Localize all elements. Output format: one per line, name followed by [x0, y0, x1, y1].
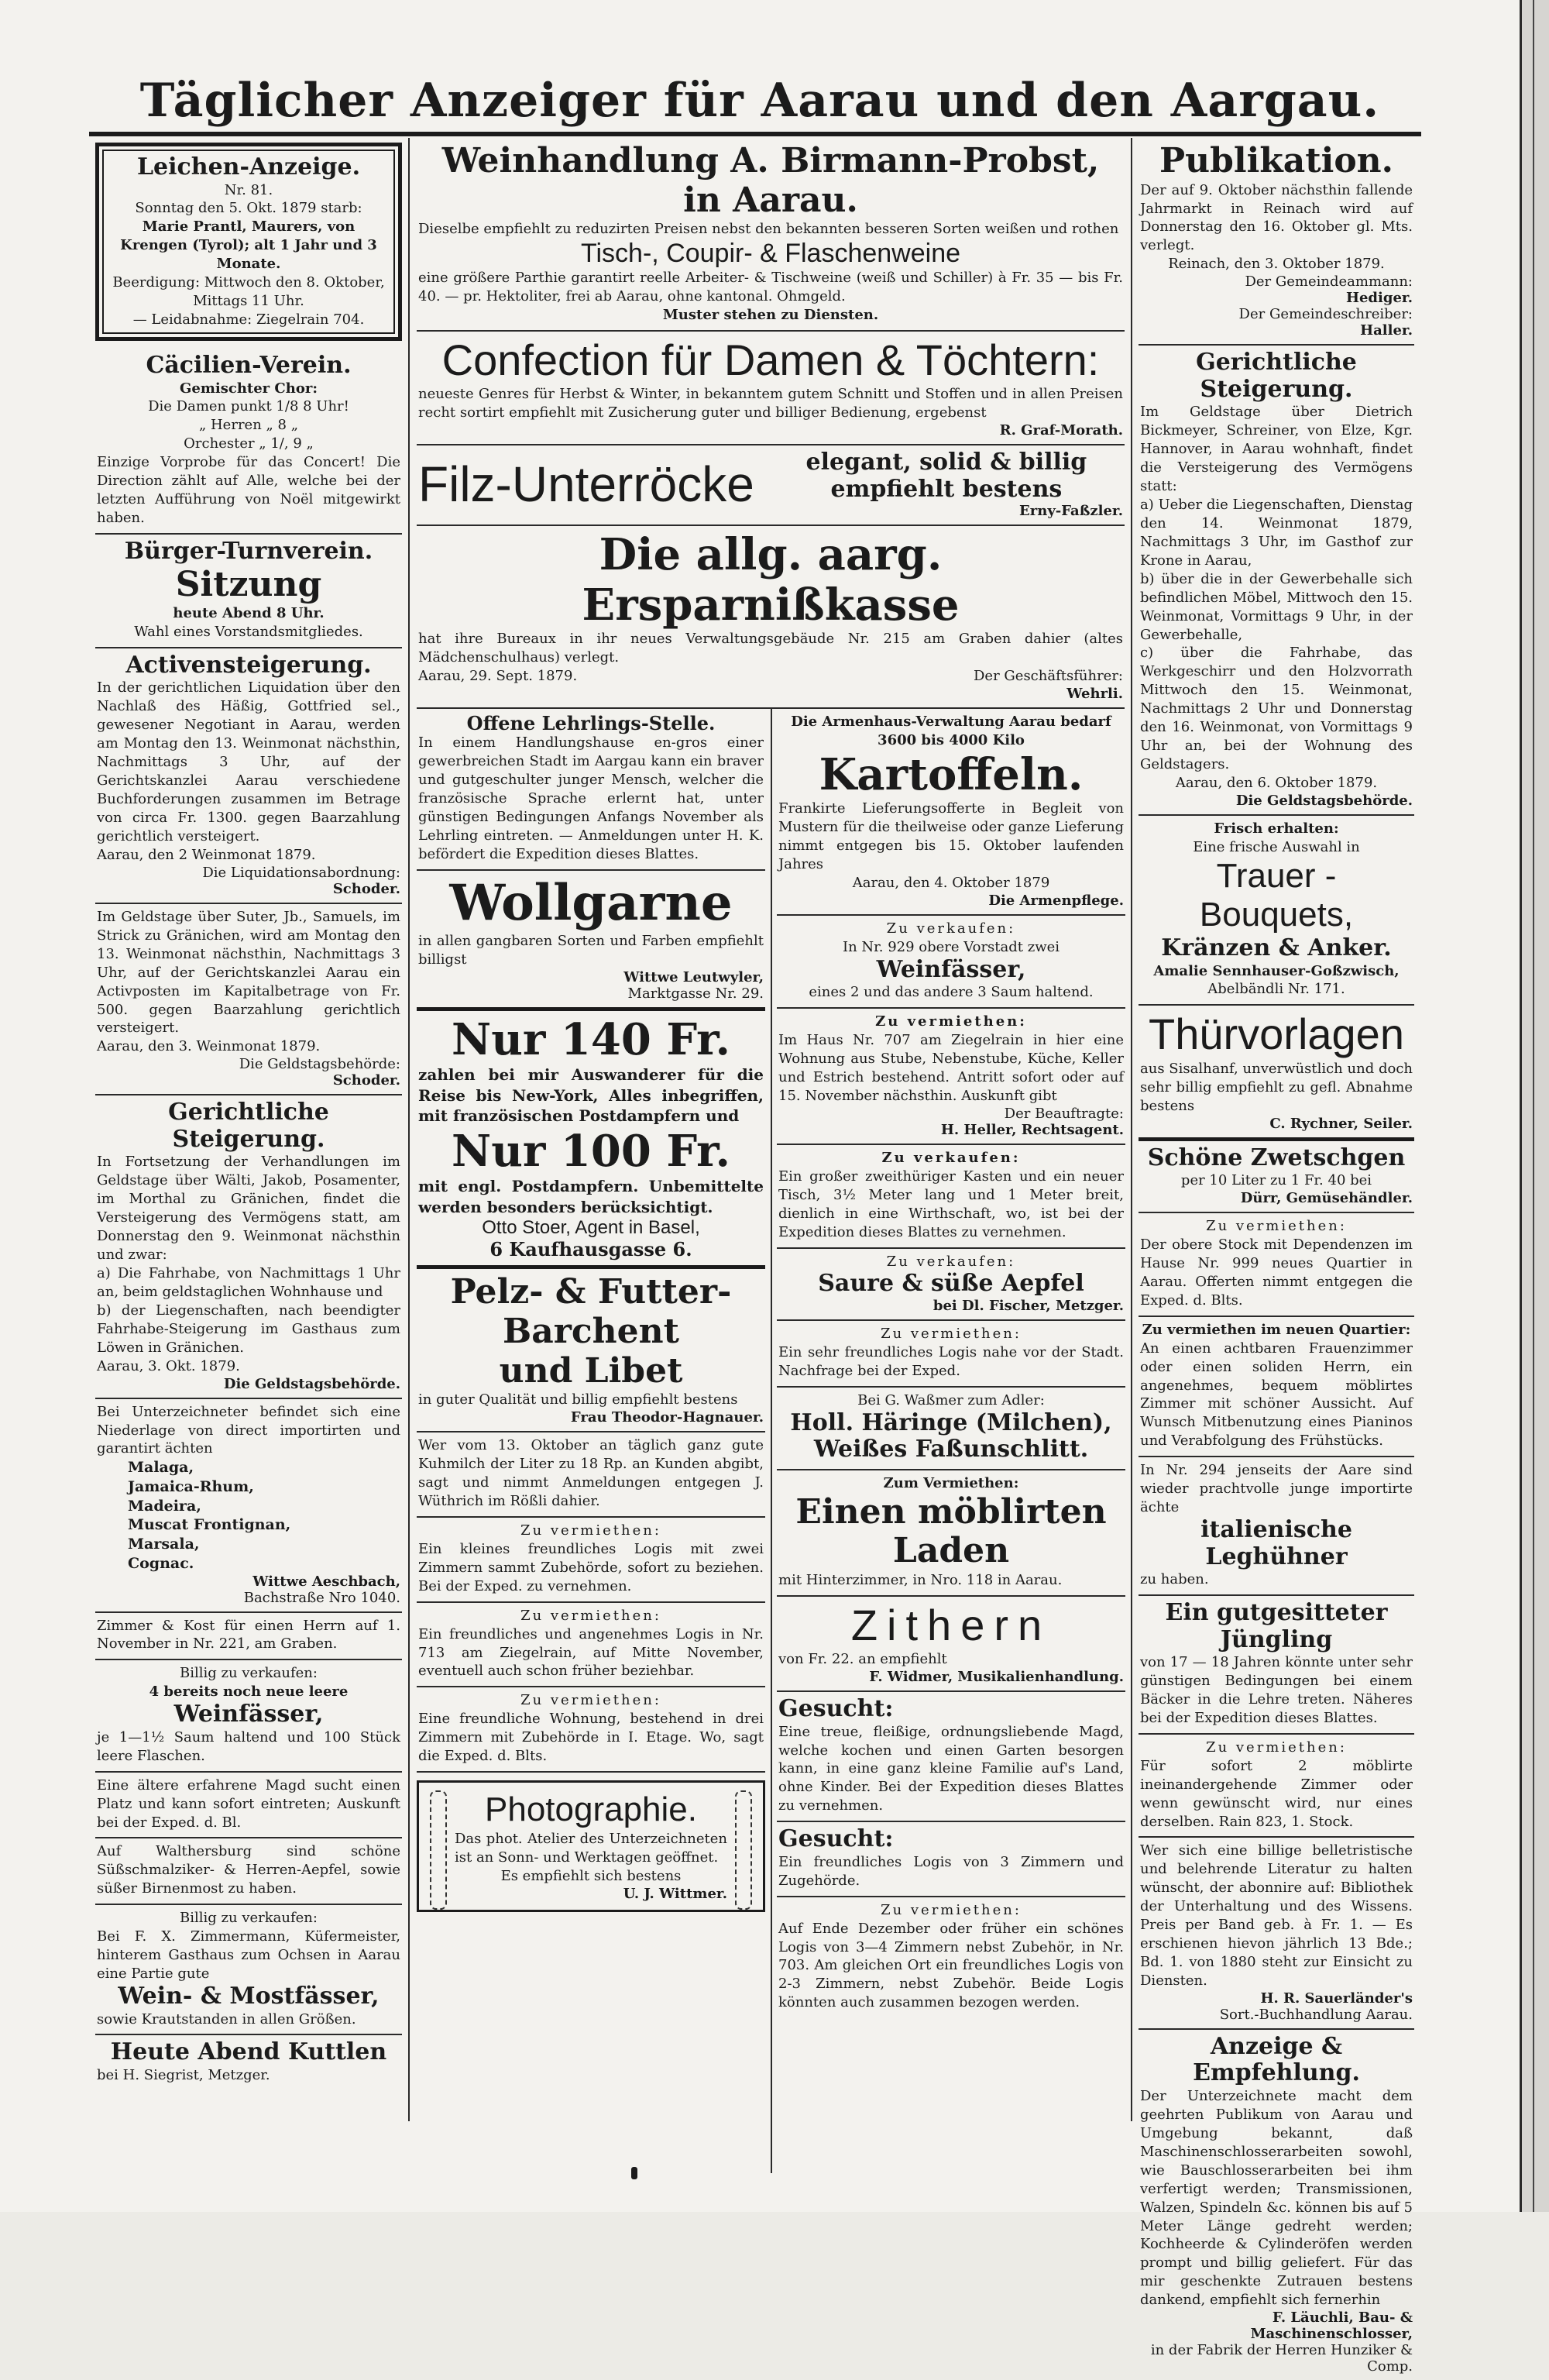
kuhmilch-text: Wer vom 13. Oktober an täglich ganz gute Kuhmilch der Liter zu 18 Rp. an Kunden abgibt, sagt und nimmt Anmeldungen entgegen J. Wüthrich im Rößli dahier. [418, 1437, 764, 1509]
stoer-text1: zahlen bei mir Auswanderer für die Reise bis New-York, Alles inbegriffen, mit französischen Postdampfern und [418, 1064, 764, 1126]
buerger-line: Wahl eines Vorstandsmitgliedes. [134, 624, 363, 641]
anzeige-text: Der Unterzeichnete macht dem geehrten Publikum von Aarau und Umgebung bekannt, daß Maschinenschlosserarbeiten sowohl, wie Bauschlosserarbeiten bei ihm verfertigt werden; Transmissionen, Walzen, Spindeln &c. können bis auf 5 Meter Länge gedreht werden; Kochheerde & Cylinderöfen werden prompt und billig geliefert. Für das mir geschenkte Zutrauen bestens dankend, empfiehlt sich fernerhin [1140, 2087, 1413, 2309]
gericht2-sig: Die Geldstagsbehörde. [1235, 792, 1413, 809]
logis5-ad [777, 1897, 1125, 2018]
activensteigerung [95, 648, 402, 904]
activen-sig: Die Liquidationsabordnung: [202, 864, 400, 881]
pelz-ad [417, 1269, 765, 1432]
wollgarne-title: Wollgarne [449, 874, 733, 933]
juengling-ad [1139, 1596, 1414, 1735]
walthersburg-ad [95, 1838, 402, 1905]
leichen-line: — Leidabnahme: Ziegelrain 704. [132, 311, 365, 328]
gerichtliche-steigerung [95, 1095, 402, 1398]
activen-title: Activensteigerung. [125, 651, 372, 679]
anzeige-addr: in der Fabrik der Herren Hunziker & Comp. [1150, 2342, 1413, 2375]
wohnung-ad [777, 1009, 1125, 1145]
laden-ad [777, 1470, 1125, 1597]
filz-text-block [754, 449, 1123, 519]
zimmer-kost [95, 1613, 402, 1661]
lehrling-ad [417, 709, 765, 871]
caecilien-verein [95, 349, 402, 535]
publikation-ad [1139, 138, 1414, 346]
zwetschgen-sig: Dürr, Gemüsehändler. [1240, 1190, 1413, 1207]
logis4-head: Zu vermiethen: [881, 1325, 1022, 1342]
geldstag-suter [95, 904, 402, 1096]
aepfel-title: Saure & süße Aepfel [818, 1270, 1084, 1298]
kartoffeln-date: Aarau, den 4. Oktober 1879 [852, 874, 1050, 891]
gericht2-text: Im Geldstage über Dietrich Bickmeyer, Schreiner, von Elze, Kgr. Hannover, in Aarau wohnhaft, findet die Versteigerung des Vermögens statt: [1140, 404, 1413, 495]
moebl-ad [1139, 1735, 1414, 1838]
publikation-sig: Der Gemeindeammann: [1245, 273, 1413, 291]
aeschbach-item: Marsala, [128, 1536, 200, 1553]
logis5-head: Zu vermiethen: [881, 1901, 1022, 1918]
binding-spine [1520, 0, 1549, 2212]
filz-title: Filz-Unterröcke [418, 456, 754, 512]
moebl-head: Zu vermiethen: [1206, 1739, 1347, 1756]
publikation-title: Publikation. [1159, 141, 1393, 181]
sparkasse-sig2: Wehrli. [1066, 685, 1123, 702]
legh-tail: zu haben. [1140, 1571, 1209, 1588]
waszner-title: Weißes Faßunschlitt. [813, 1436, 1089, 1463]
binding-spine-line [1533, 0, 1534, 2212]
kartoffeln-title: Kartoffeln. [819, 748, 1084, 800]
lehrling-text: In einem Handlungshause en-gros einer gewerbreichen Stadt im Aargau kann ein braver und gutgeschulter junger Mensch, welcher die französische Sprache erlernt hat, unter günstigen Bedingungen Anfangs November als Lehrling eintreten. — Anmeldungen unter H. K. befördert die Expedition dieses Blattes. [418, 734, 764, 863]
middle-right-subcolumn [777, 709, 1125, 2181]
filz-line: empfiehlt bestens [830, 475, 1063, 503]
kasten-text: Ein großer zweithüriger Kasten und ein neuer Tisch, 3½ Meter lang und 1 Meter breit, dienlich in eine Wirthschaft, wo, ist bei der Expedition dieses Blattes zu vernehmen. [778, 1168, 1124, 1240]
leghuehner-ad [1139, 1457, 1414, 1596]
leichen-title: Leichen-Anzeige. [136, 153, 361, 181]
thuer-sig: C. Rychner, Seiler. [1269, 1115, 1413, 1132]
waszner-ad [777, 1388, 1125, 1470]
sparkasse-footer [418, 667, 1123, 686]
sparkasse-title: Die allg. aarg. Ersparnißkasse [582, 529, 960, 631]
sparkasse-sig1: Der Geschäftsführer: [974, 667, 1123, 684]
trauer-ad [1139, 816, 1414, 1006]
anzeige-title: Anzeige & Empfehlung. [1193, 2032, 1360, 2087]
wollgarne-ad [417, 871, 765, 1010]
kuhmilch-ad [417, 1432, 765, 1518]
bibliothek-addr: Sort.-Buchhandlung Aarau. [1219, 2006, 1413, 2023]
trauer-title: Trauer - Bouquets, [1199, 856, 1354, 934]
zimmermann-head: Billig zu verkaufen: [180, 1910, 318, 1927]
zimmermann-tail: sowie Krautstanden in allen Größen. [97, 2010, 356, 2027]
gesucht2-head: Gesucht: [778, 1825, 894, 1853]
gericht-item: b) der Liegenschaften, nach beendigter Fahrhabe-Steigerung im Gasthaus zum Löwen in Gränichen. [97, 1302, 400, 1356]
sparkasse-ad [417, 526, 1125, 709]
logis2-ad [417, 1603, 765, 1688]
kartoffeln-ad [777, 709, 1125, 916]
magd-text: Eine ältere erfahrene Magd sucht einen Platz und kann sofort eintreten; Auskunft bei der Exped. d. Bl. [97, 1776, 400, 1831]
kuttlen-ad [95, 2035, 402, 2089]
wollgarne-addr: Marktgasse Nr. 29. [627, 985, 764, 1002]
geldstag-date: Aarau, den 3. Weinmonat 1879. [97, 1038, 321, 1055]
logis4-ad [777, 1321, 1125, 1388]
kartoffeln-text: Frankirte Lieferungsofferte in Begleit von Mustern für die theilweise oder ganze Lieferung nimmt entgegen bis 15. Oktober laufenden Jahres [778, 800, 1124, 872]
birmann-ad [417, 138, 1125, 332]
thuer-title: Thürvorlagen [1149, 1009, 1404, 1059]
thuer-ad [1139, 1006, 1414, 1140]
filz-sig: Erny-Faßzler. [1019, 503, 1123, 520]
chain-border-ornament [735, 1790, 752, 1910]
laden-text: mit Hinterzimmer, in Nro. 118 in Aarau. [778, 1571, 1063, 1588]
zimmer-text: Zimmer & Kost für einen Herrn auf 1. November in Nr. 221, am Graben. [97, 1617, 400, 1653]
stoer-sig: Otto Stoer, Agent in Basel, [482, 1217, 700, 1239]
activen-sig: Schoder. [332, 880, 400, 897]
publikation-sig: Der Gemeindeschreiber: [1238, 306, 1413, 323]
geldstag-sig: Die Geldstagsbehörde: [239, 1056, 400, 1073]
subcolumn-divider [771, 709, 772, 2173]
kasten-ad [777, 1145, 1125, 1249]
photographie-ad [417, 1780, 765, 1911]
gericht-item: a) Die Fahrhabe, von Nachmittags 1 Uhr an, beim geldstaglichen Wohnhause und [97, 1264, 400, 1300]
leichen-line: Marie Prantl, Maurers, von Krengen (Tyrol); alt 1 Jahr und 3 Monate. [120, 218, 377, 273]
stoer-text2: mit engl. Postdampfern. Unbemittelte werden besonders berücksichtigt. [418, 1177, 764, 1216]
walthersburg-text: Auf Walthersburg sind schöne Süßschmalziker- & Herren-Aepfel, sowie süßer Birnenmost zu haben. [97, 1843, 400, 1897]
quartier-text: An einen achtbaren Frauenzimmer oder einen soliden Herrn, ein angenehmes, bequem möblirtes Zimmer mit schöner Aussicht. Auf Wunsch Mitbenutzung eines Pianinos und Verabfolgung des Frühstücks. [1140, 1340, 1413, 1450]
stoer-title2: Nur 100 Fr. [452, 1125, 730, 1177]
gericht2-item: a) Ueber die Liegenschaften, Dienstag den 14. Weinmonat 1879, Nachmittags 3 Uhr, im Gasthof zur Krone in Aarau, [1140, 496, 1413, 569]
logis5-text: Auf Ende Dezember oder früher ein schönes Logis von 3—4 Zimmern nebst Zubehör, in Nr. 703. Am gleichen Ort ein freundliches Logis von 2-3 Zimmern, nebst Zubehör. Beide Logis könnten auch zusammen bezogen werden. [778, 1920, 1124, 2011]
kuttlen-title: Heute Abend Kuttlen [110, 2038, 387, 2066]
wohnung-text: Im Haus Nr. 707 am Ziegelrain in hier eine Wohnung aus Stube, Nebenstube, Küche, Keller und Estrich bestehend. Antritt sofort oder auf 15. November nächsthin. Auskunft gibt [778, 1032, 1124, 1104]
logis3-ad [417, 1687, 765, 1773]
aepfel-ad [777, 1249, 1125, 1321]
pelz-sub: und Libet [499, 1350, 683, 1391]
lehrling-title: Offene Lehrlings-Stelle. [466, 711, 716, 734]
zimmermann-text: Bei F. X. Zimmermann, Küfermeister, hinterem Gasthaus zum Ochsen in Aarau eine Partie gute [97, 1928, 400, 1983]
leichen-anzeige [95, 143, 402, 341]
aeschbach-addr: Bachstraße Nro 1040. [243, 1589, 400, 1606]
zwetschgen-ad [1139, 1141, 1414, 1213]
thuer-text: aus Sisalhanf, unverwüstlich und doch sehr billig empfiehlt zu gefl. Abnahme bestens [1140, 1060, 1413, 1114]
confection-title: Confection für Damen & Töchtern: [441, 335, 1100, 385]
zwetschgen-text: per 10 Liter zu 1 Fr. 40 bei [1180, 1172, 1372, 1189]
zithern-text: von Fr. 22. an empfiehlt [778, 1651, 947, 1668]
birmann-text2: eine größere Parthie garantirt reelle Arbeiter- & Tischweine (weiß und Schiller) à Fr. 35 — bis Fr. 40. — pr. Hektoliter, frei ab Aarau, ohne kantonal. Ohmgeld. [418, 270, 1123, 305]
weinfaesser-ad [95, 1660, 402, 1772]
activen-text: In der gerichtlichen Liquidation über den Nachlaß des Häßig, Gottfried sel., gewesener Negotiant in Aarau, werden am Montag den 13. Weinmonat nächsthin, Nachmittags 3 Uhr, auf der Gerichtskanzlei Aarau verschiedene Buchforderungen zusammen im Betrage von circa Fr. 1300. gegen Baarzahlung gerichtlich versteigert. [97, 679, 400, 844]
quartier-head: Zu vermiethen im neuen Quartier: [1142, 1321, 1411, 1338]
kuttlen-text: bei H. Siegrist, Metzger. [97, 2066, 270, 2083]
gesucht2-ad [777, 1822, 1125, 1897]
zimmermann-title: Wein- & Mostfässer, [118, 1983, 380, 2010]
logis1-text: Ein kleines freundliches Logis mit zwei Zimmern sammt Zubehörde, sofort zu beziehen. Bei der Exped. zu vernehmen. [418, 1540, 764, 1594]
gericht2-title: Gerichtliche Steigerung. [1196, 349, 1357, 403]
kasten-head: Zu verkaufen: [881, 1149, 1021, 1166]
aeschbach-sig: Wittwe Aeschbach, [252, 1573, 400, 1590]
buerger-sitzung: Sitzung [175, 564, 322, 604]
aeschbach-item: Cognac. [128, 1554, 194, 1572]
waszner-text: Bei G. Waßmer zum Adler: [857, 1391, 1045, 1408]
wollgarne-text: in allen gangbaren Sorten und Farben empfiehlt billigst [418, 932, 764, 968]
trauer-head: Frisch erhalten: [1214, 820, 1339, 837]
juengling-title: Ein gutgesitteter Jüngling [1165, 1599, 1388, 1653]
wohnung-sig: Der Beauftragte: [1004, 1105, 1124, 1122]
activen-date: Aarau, den 2 Weinmonat 1879. [97, 846, 316, 863]
logis4-text: Ein sehr freundliches Logis nahe vor der Stadt. Nachfrage bei der Exped. [778, 1343, 1124, 1379]
stoer-title1: Nur 140 Fr. [452, 1013, 730, 1065]
buerger-line: heute Abend 8 Uhr. [173, 605, 325, 622]
gericht2-item: c) über die Fahrhabe, das Werkgeschirr und den Holzvorrath Mittwoch den 15. Weinmonat, Nachmittags 2 Uhr und Donnerstag den 16. Weinmonat, von Vormittags 9 Uhr an, bei der Wohnung des Geldstagers. [1140, 645, 1413, 773]
publikation-sig: Haller. [1360, 322, 1413, 339]
confection-text: neueste Genres für Herbst & Winter, in bekanntem gutem Schnitt und Stoffen und in allen Preisen recht sortirt empfiehlt mit Zusicherung guter und billiger Bedienung, ergebenst [418, 386, 1123, 421]
leichen-line: Beerdigung: Mittwoch den 8. Oktober, Mittags 11 Uhr. [112, 274, 385, 310]
trauer-title2: Kränzen & Anker. [1161, 934, 1392, 962]
zwetschgen-title: Schöne Zwetschgen [1147, 1144, 1406, 1171]
quartier-ad [1139, 1317, 1414, 1458]
column-divider [408, 138, 410, 2121]
weinfass2-head: Zu verkaufen: [886, 920, 1016, 937]
moebl-text: Für sofort 2 möblirte ineinandergehende Zimmer oder wenn gewünscht wird, nur eines derselben. Rain 823, 1. Stock. [1140, 1757, 1413, 1830]
aeschbach-item: Jamaica-Rhum, [128, 1478, 254, 1496]
weinfaesser-text: je 1—1½ Saum haltend und 100 Stück leere Flaschen. [97, 1728, 400, 1764]
bibliothek-ad [1139, 1838, 1414, 2030]
buerger-turnverein [95, 535, 402, 648]
sparkasse-date: Aarau, 29. Sept. 1879. [418, 667, 578, 684]
gericht2-date: Aarau, den 6. Oktober 1879. [1175, 775, 1378, 792]
publikation-date: Reinach, den 3. Oktober 1879. [1168, 256, 1385, 273]
aeschbach-item: Madeira, [128, 1497, 201, 1515]
legh-text: In Nr. 294 jenseits der Aare sind wieder prachtvolle junge importirte ächte [1140, 1462, 1413, 1516]
juengling-text: von 17 — 18 Jahren könnte unter sehr günstigen Bedingungen bei einem Bäcker in die Lehre treten. Näheres bei der Expedition dieses Blattes. [1140, 1654, 1413, 1726]
gericht-date: Aarau, 3. Okt. 1879. [97, 1357, 240, 1374]
birmann-tail: Muster stehen zu Diensten. [662, 307, 879, 324]
weinfaesser-head: Billig zu verkaufen: [180, 1665, 318, 1682]
pelz-title: Pelz- & Futter-Barchent [450, 1272, 732, 1352]
birmann-sub: in Aarau. [683, 180, 858, 220]
gesucht1-ad [777, 1692, 1125, 1822]
photo-sig: U. J. Wittmer. [623, 1885, 727, 1902]
weinfass2-tail: eines 2 und das andere 3 Saum haltend. [809, 984, 1094, 1001]
weinfaesser-title: Weinfässer, [173, 1701, 324, 1728]
confection-sig: R. Graf-Morath. [999, 422, 1123, 439]
weinfaesser-line: 4 bereits noch neue leere [149, 1684, 349, 1701]
waszner-title: Holl. Häringe (Milchen), [790, 1408, 1112, 1436]
weinfass2-title: Weinfässer, [876, 955, 1026, 983]
kartoffeln-head: Die Armenhaus-Verwaltung Aarau bedarf 3600 bis 4000 Kilo [791, 713, 1111, 748]
bibliothek-sig: H. R. Sauerländer's [1260, 1990, 1413, 2007]
gesucht1-head: Gesucht: [778, 1695, 894, 1723]
masthead-title: Täglicher Anzeiger für Aarau und den Aargau. [139, 74, 1380, 128]
aeschbach-text: Bei Unterzeichneter befindet sich eine Niederlage von direct importirten und garantirt ächten [97, 1403, 400, 1457]
stock-ad [1139, 1213, 1414, 1317]
trauer-sig: Amalie Sennhauser-Goßzwisch, [1153, 962, 1400, 979]
logis1-ad [417, 1518, 765, 1603]
logis3-head: Zu vermiethen: [520, 1692, 661, 1709]
stoer-ad [417, 1011, 765, 1270]
birmann-title: Weinhandlung A. Birmann-Probst, [441, 141, 1100, 181]
gericht2-ad [1139, 346, 1414, 816]
trauer-addr: Abelbändli Nr. 171. [1207, 981, 1345, 998]
stoer-addr: 6 Kaufhausgasse 6. [489, 1237, 692, 1261]
stock-head: Zu vermiethen: [1206, 1218, 1347, 1235]
photo-title: Photographie. [485, 1790, 697, 1829]
gericht-title: Gerichtliche Steigerung. [168, 1099, 329, 1153]
anzeige-ad [1139, 2030, 1414, 2380]
trauer-text: Eine frische Auswahl in [1193, 838, 1360, 855]
laden-title: Einen möblirten Laden [795, 1491, 1107, 1571]
legh-title: italienische Leghühner [1200, 1516, 1352, 1570]
geldstag-text: Im Geldstage über Suter, Jb., Samuels, im Strick zu Gränichen, wird am Montag den 13. Weinmonat nächsthin, Nachmittags 3 Uhr, auf der Gerichtskanzlei Aarau ein Activposten im Kapitalbetrage von Fr. 500. gegen Baarzahlung gerichtlich versteigert. [97, 908, 400, 1037]
confection-ad [417, 332, 1125, 445]
aeschbach-ad [95, 1399, 402, 1613]
publikation-sig: Hediger. [1345, 290, 1413, 307]
weinfass2-text: In Nr. 929 obere Vorstadt zwei [842, 938, 1060, 955]
bibliothek-text: Wer sich eine billige belletristische und belehrende Literatur zu halten wünscht, der abonnire auf: Bibliothek der Unterhaltung und des Wissens. Preis per Band geb. à Fr. 1. — Es erschienen hievon jährlich 13 Bde.; Bd. 1. von 1880 steht zur Einsicht zu Diensten. [1140, 1842, 1413, 1990]
logis2-text: Ein freundliches und angenehmes Logis in Nr. 713 am Ziegelrain, auf Mitte November, eventuell auch schon früher beziehbar. [418, 1625, 764, 1680]
leichen-line: Sonntag den 5. Okt. 1879 starb: [135, 200, 362, 217]
gericht-sig: Die Geldstagsbehörde. [223, 1375, 400, 1392]
caecilien-title: Cäcilien-Verein. [146, 352, 352, 379]
gesucht2-text: Ein freundliches Logis von 3 Zimmern und Zugehörde. [778, 1853, 1124, 1889]
buerger-title: Bürger-Turnverein. [124, 538, 373, 565]
gesucht1-text: Eine treue, fleißige, ordnungsliebende Magd, welche kochen und einen Garten besorgen kann, in eine ganz kleine Familie auf's Land, ohne Kinder. Bei der Expedition dieses Blattes zu vernehmen. [778, 1723, 1124, 1814]
aepfel-head: Zu verkaufen: [886, 1253, 1016, 1270]
publikation-text: Der auf 9. Oktober nächsthin fallende Jahrmarkt in Reinach wird auf Donnerstag den 16. Oktober gl. Mts. verlegt. [1140, 181, 1413, 254]
wohnung-head: Zu vermiethen: [875, 1013, 1027, 1030]
sparkasse-text: hat ihre Bureaux in ihr neues Verwaltungsgebäude Nr. 215 am Graben dahier (altes Mädchenschulhaus) verlegt. [418, 631, 1123, 666]
birmann-text: Dieselbe empfiehlt zu reduzirten Preisen nebst den bekannten besseren Sorten weißen und rothen [418, 221, 1119, 238]
wohnung-sig: H. Heller, Rechtsagent. [940, 1121, 1124, 1138]
chain-border-ornament [430, 1790, 447, 1910]
middle-left-subcolumn [417, 709, 765, 2181]
middle-subcolumns [417, 709, 1125, 2181]
masthead-rule [89, 132, 1421, 136]
birmann-big: Tisch-, Coupir- & Flaschenweine [580, 239, 961, 269]
caecilien-line: Die Damen punkt 1/8 8 Uhr! [148, 398, 349, 415]
aeschbach-item: Muscat Frontignan, [128, 1516, 291, 1534]
column-right [1132, 138, 1420, 2375]
photo-text: Das phot. Atelier des Unterzeichneten ist an Sonn- und Werktagen geöffnet. [455, 1830, 727, 1866]
kartoffeln-sig: Die Armenpflege. [988, 892, 1124, 909]
caecilien-line: Orchester „ 1/, 9 „ [184, 435, 314, 452]
geldstag-sig: Schoder. [332, 1072, 400, 1089]
stock-text: Der obere Stock mit Dependenzen im Hause Nr. 999 neues Quartier in Aarau. Offerten nimmt entgegen die Exped. d. Blts. [1140, 1236, 1413, 1309]
logis1-head: Zu vermiethen: [520, 1522, 661, 1539]
caecilien-sub: Gemischter Chor: [180, 380, 318, 397]
filz-ad [417, 445, 1125, 526]
column-left [89, 138, 408, 2121]
zithern-title: Zithern [850, 1600, 1052, 1649]
photo-line: Es empfiehlt sich bestens [500, 1867, 682, 1884]
weinfass2-ad [777, 916, 1125, 1009]
gericht2-item: b) über die in der Gewerbehalle sich befindlichen Möbel, Mittwoch den 15. Weinmonat, Vormittags 9 Uhr, in der Gewerbehalle, [1140, 570, 1413, 643]
caecilien-text: Einzige Vorprobe für das Concert! Die Direction zählt auf Alle, welche bei der letzten Aufführung von Noël mitgewirkt haben. [97, 454, 400, 527]
wollgarne-sig: Wittwe Leutwyler, [623, 968, 764, 985]
aepfel-text: bei Dl. Fischer, Metzger. [932, 1297, 1124, 1314]
ink-mark [631, 2167, 637, 2179]
magd-ad [95, 1773, 402, 1839]
zithern-sig: F. Widmer, Musikalienhandlung. [869, 1669, 1124, 1686]
zithern-ad [777, 1597, 1125, 1692]
gericht-text: In Fortsetzung der Verhandlungen im Geldstage über Wälti, Jakob, Posamenter, im Morthal zu Gränichen, findet die Versteigerung des Vermögens statt, am Donnerstag den 9. Weinmonat nächsthin und zwar: [97, 1154, 400, 1264]
caecilien-line: „ Herren „ 8 „ [198, 417, 299, 434]
column-middle [410, 138, 1131, 2121]
filz-line: elegant, solid & billig [805, 449, 1087, 476]
leichen-number: Nr. 81. [224, 181, 273, 198]
pelz-text: in guter Qualität und billig empfiehlt bestens [418, 1391, 738, 1408]
aeschbach-item: Malaga, [128, 1459, 194, 1477]
pelz-sig: Frau Theodor-Hagnauer. [570, 1409, 764, 1426]
anzeige-sig: F. Läuchli, Bau- & Maschinenschlosser, [1250, 2309, 1413, 2343]
logis2-head: Zu vermiethen: [520, 1607, 661, 1624]
logis3-text: Eine freundliche Wohnung, bestehend in drei Zimmern mit Zubehörde in I. Etage. Wo, sagt die Exped. d. Blts. [418, 1711, 764, 1765]
zimmermann-ad [95, 1905, 402, 2035]
laden-head: Zum Vermiethen: [883, 1474, 1019, 1491]
